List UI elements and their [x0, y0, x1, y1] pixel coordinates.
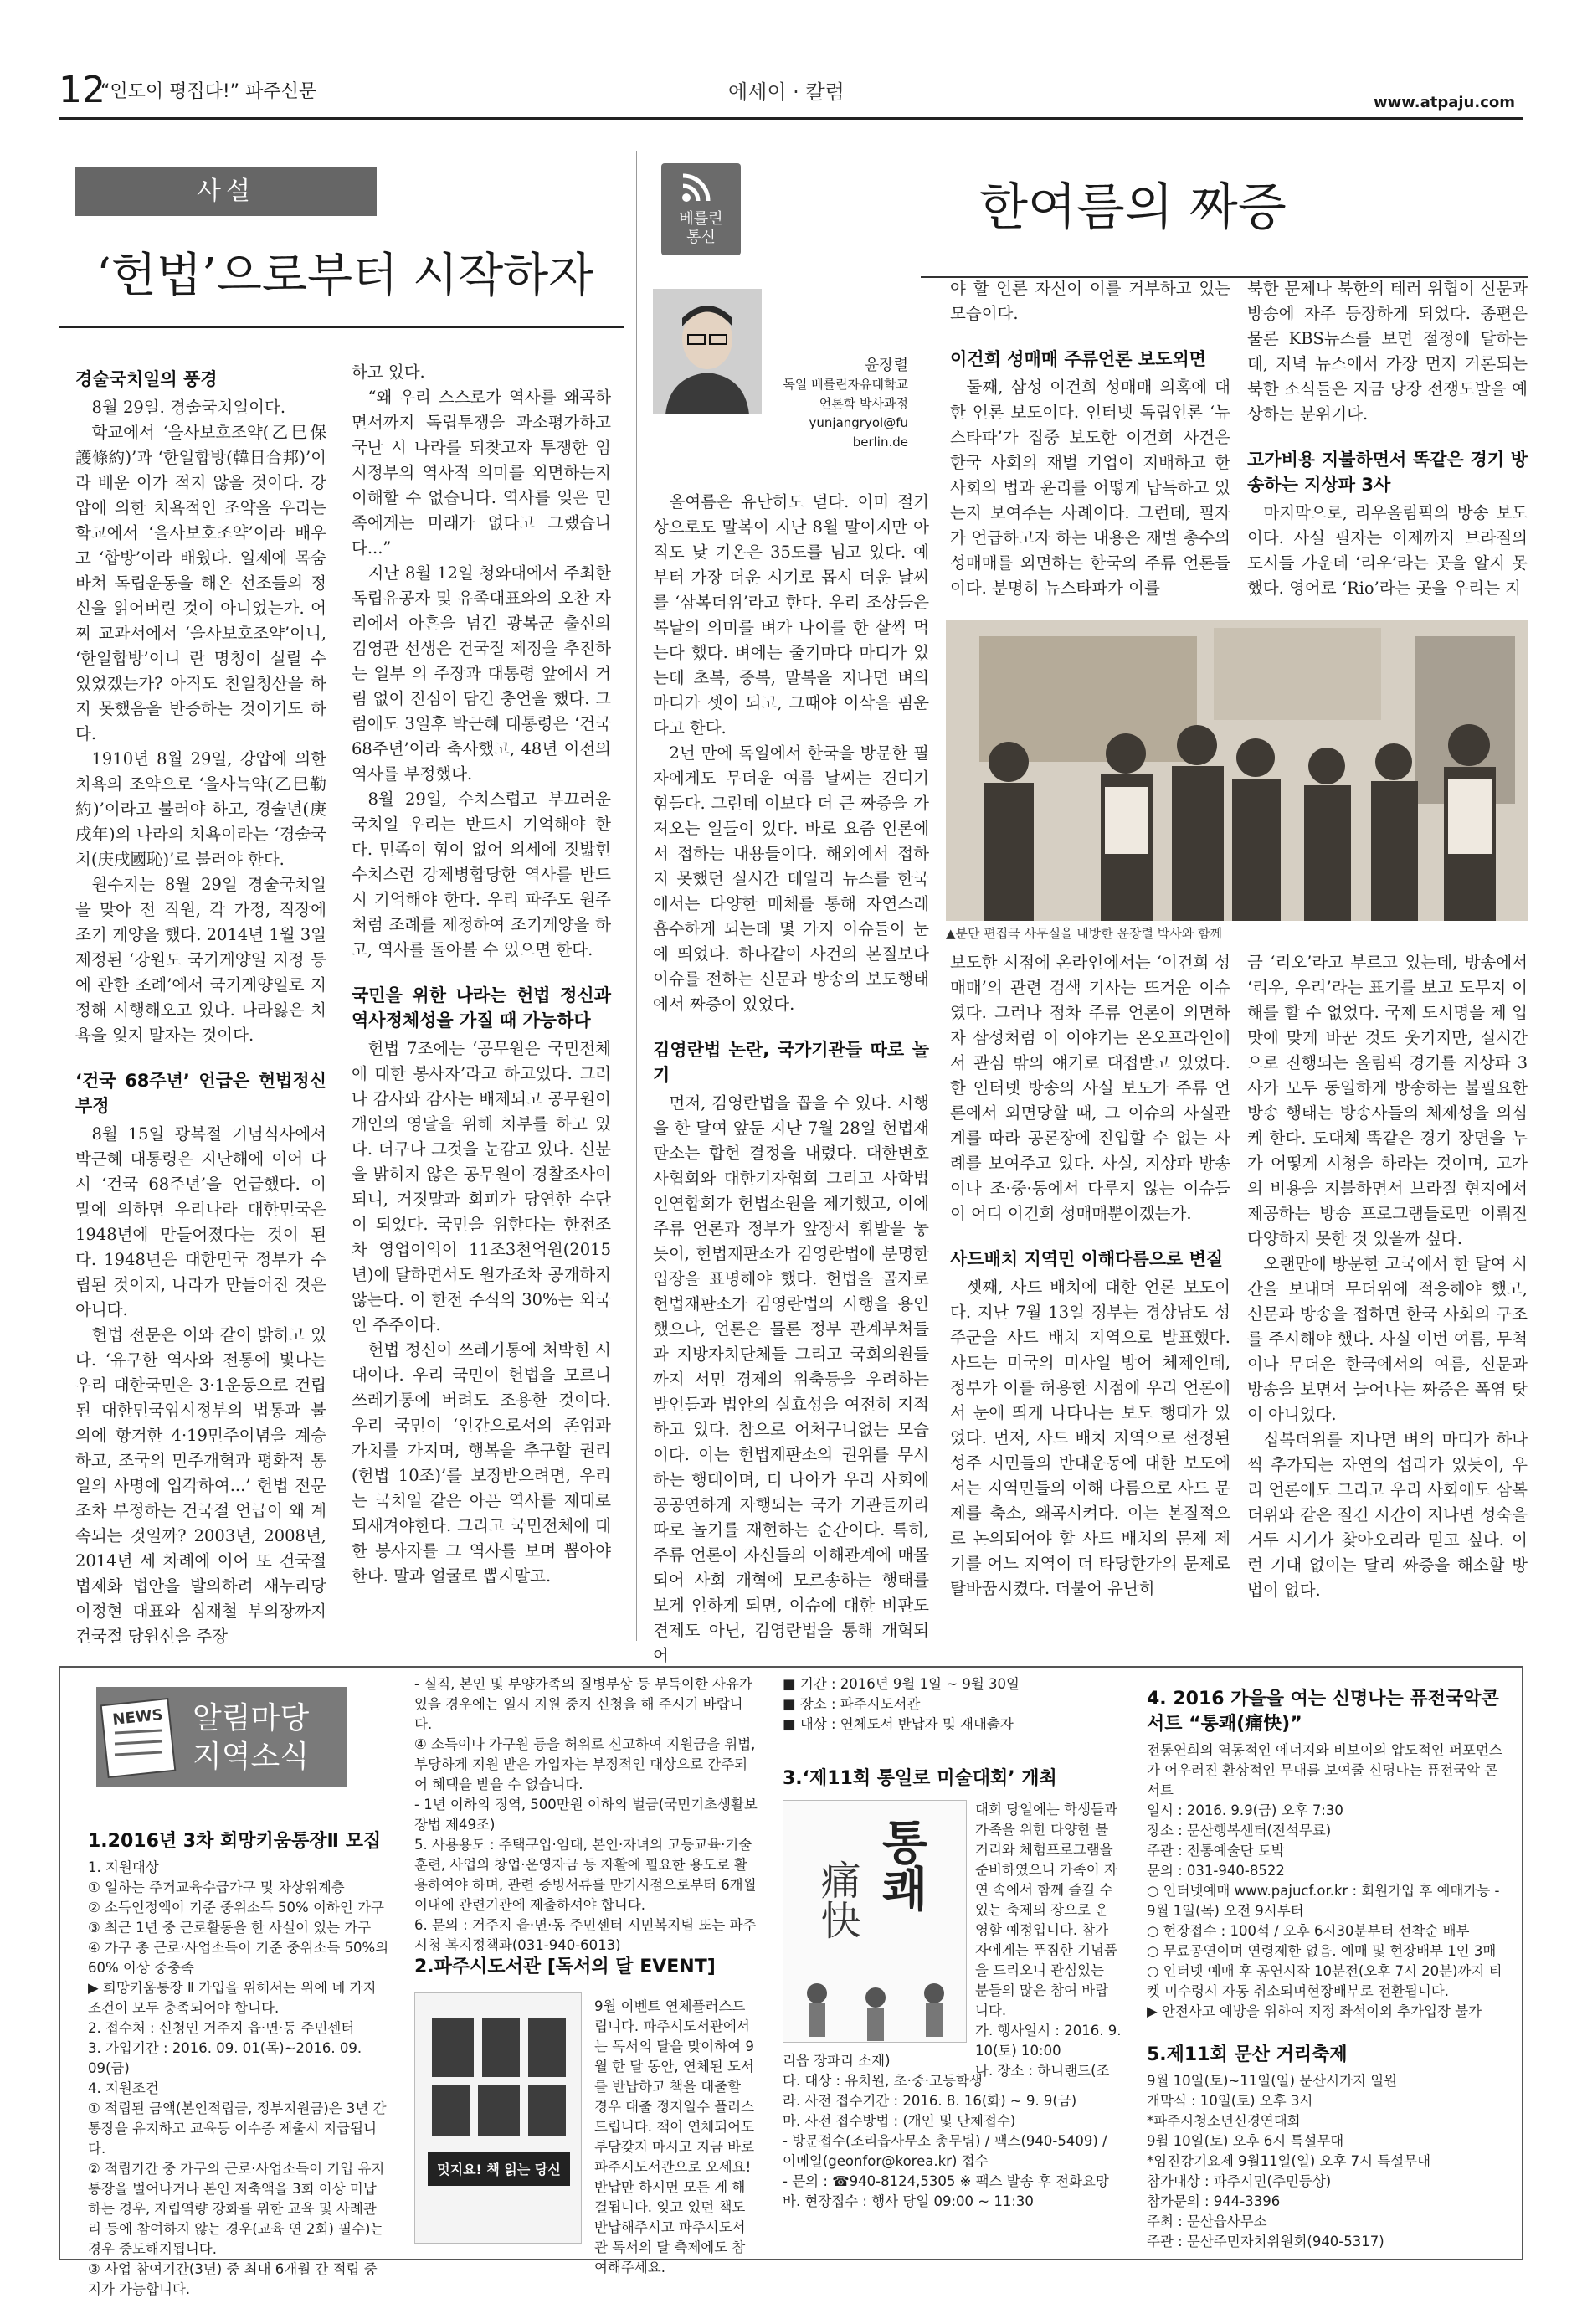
notice-line: ② 적립기간 중 가구의 근로·사업소득이 기입 유지 통장을 벌어나거나 본인 저축액을 3회 이상 미납하는 경우, 자립역량 강화를 위한 교육 및 사례관리 등에 참여하지 않는 경우(교육 연 2회) 필수)는 경우 중도해지됩니다.	[88, 2161, 385, 2257]
notice-line: - 1년 이하의 징역, 500만원 이하의 벌금(국민기초생활보장법 제49조)	[414, 1797, 758, 1833]
article-paragraph: 2년 만에 독일에서 한국을 방문한 필자에게도 무더운 여름 날씨는 견디기 힘들다. 그런데 이보다 더 큰 짜증을 가져오는 일들이 있다. 바로 요즘 언론에서 접하는 내용들이다. 해외에서 접하지 못했던 실시간 데일리 뉴스를 한국에서는 다양한 매체를 통해 자연스레 흡수하게 되는데 몇 가지 이슈들이 눈에 띄었다. 하나같이 사건의 본질보다 이슈를 전하는 신문과 방송의 보도행태에서 짜증이 있었다.	[653, 743, 929, 1014]
section-title: 에세이 · 칼럼	[728, 80, 845, 104]
notice-line: 주최 : 문산읍사무소	[1147, 2213, 1267, 2229]
notice-line: - 방문접수(조리읍사무소 총무팀) / 팩스(940-5409) / 이메일(geonfor@korea.kr) 접수	[783, 2133, 1107, 2169]
notice-line: 6. 문의 : 거주지 읍·면·동 주민센터 시민복지팀 또는 파주시청 복지정책과(031-940-6013)	[414, 1917, 757, 1953]
notice-item-2-body	[594, 1997, 758, 2278]
notice-line: 문의 : 031-940-8522	[1147, 1863, 1285, 1879]
notice-line: *파주시청소년신경연대회	[1147, 2113, 1301, 2129]
notice-item-2-details	[783, 1674, 1117, 1735]
notice-line: 주관 : 전통예술단 토박	[1147, 1843, 1285, 1859]
author-byline	[774, 356, 908, 452]
notice-line: ① 적립된 금액(본인적립금, 정부지원금)은 3년 간 통장을 유지하고 교육등 이수증 제출시 지급됩니다.	[88, 2100, 387, 2157]
berlin-badge-line2: 통신	[686, 229, 716, 246]
notice-line: 대회 당일에는 학생들과 가족을 위한 다양한 불거리와 체험프로그램을 준비하였으니 가족이 자연 속에서 함께 즐길 수 있는 축제의 장으로 운영할 예정입니다. 참가자에게는 푸짐한 기념품을 드리오니 관심있는 분들의 많은 참여 바랍니다.	[975, 1802, 1117, 2018]
berlin-column-a	[653, 490, 929, 1668]
library-poster	[414, 1992, 582, 2244]
notice-item-3-title: 3.‘제11회 통일로 미술대회’ 개최	[783, 1768, 1057, 1789]
editorial-column-1	[75, 360, 326, 1649]
author-email[interactable]: yunjangryol@fu berlin.de	[809, 415, 908, 450]
notice-line: ▶ 희망키움통장 Ⅱ 가입을 위해서는 위에 네 가지 조건이 모두 충족되어야 합니다.	[88, 1980, 377, 2016]
notice-item-4	[1147, 1687, 1507, 2022]
article-paragraph: 십복더위를 지나면 벼의 마디가 하나 씩 추가되는 자연의 섭리가 있듯이, 우리 언론에도 그리고 우리 사회에도 삼복더위와 같은 질긴 시간이 지나면 성숙을 거두 시기가 찾아오리라 믿고 싶다. 이런 기대 없이는 달리 짜증을 해소할 방법이 없다.	[1247, 1430, 1528, 1600]
notice-line: ▶ 안전사고 예방을 위하여 지정 좌석이외 추가입장 불가	[1147, 2003, 1482, 2019]
article-subhead: 사드배치 지역민 이해다름으로 변질	[950, 1249, 1224, 1269]
notice-line: 가. 행사일시 : 2016. 9. 10(토) 10:00	[975, 2023, 1122, 2059]
editorial-title: ‘헌법’으로부터 시작하자	[96, 249, 594, 303]
notice-title-line1: 알림마당	[193, 1701, 310, 1735]
paragraph-gap	[950, 1226, 1230, 1240]
paragraph-gap	[653, 1017, 929, 1031]
article-paragraph: 지난 8월 12일 청와대에서 주최한 독립유공자 및 유족대표와의 오찬 자리에서 아흔을 넘긴 광복군 출신의 김영관 선생은 건국절 제정을 추진하는 일부 의 주장과 대통령 앞에서 거림 없이 진심이 담긴 충언을 했다. 그럼에도 3일후 박근혜 대통령은 ‘건국 68주년’이라 축사했고, 48년 이전의 역사를 부정했다.	[352, 563, 611, 784]
article-subhead: 경술국치일의 풍경	[75, 369, 218, 389]
notice-line: 9월 10일(토)~11일(일) 문산시가지 일원	[1147, 2073, 1398, 2089]
notice-line: 5. 사용용도 : 주택구입·임대, 본인·자녀의 고등교육·기술훈련, 사업의 창업·운영자금 등 자활에 필요한 용도로 활용하여야 하며, 관련 증빙서류를 만기시점으로부터 6개월 이내에 관련기관에 제출하셔야 합니다.	[414, 1837, 757, 1913]
author-photo	[653, 289, 762, 414]
article-paragraph: 셋째, 사드 배치에 대한 언론 보도이다. 지난 7월 13일 정부는 경상남도 성주군을 사드 배치 지역으로 발표했다. 사드는 미국의 미사일 방어 체제인데, 정부가 이를 허용한 시점에 우리 언론에서 눈에 띄게 나타나는 보도 행태가 있었다. 먼저, 사드 배치 지역으로 선정된 성주 시민들의 반대운동에 대한 보도에서는 지역민들의 이해 다름으로 사드 문제를 축소, 왜곡시켜다. 이는 본질적으로 논의되어야 할 사드 배치의 문제 제기를 어느 지역이 더 타당한가의 문제로 탈바꿈시켰다. 더불어 유난히	[950, 1278, 1230, 1598]
berlin-column-c-bottom	[1247, 950, 1528, 1603]
notice-line: ■ 기간 : 2016년 9월 1일 ~ 9월 30일	[783, 1676, 1020, 1692]
newspaper-slogan: “인도이 평집다!” 파주신문	[100, 81, 317, 102]
notice-item-2-title: 2.파주시도서관 [독서의 달 EVENT]	[414, 1956, 716, 1977]
notice-item-3-body	[975, 1800, 1122, 2081]
art-contest-poster-title: 통쾌	[874, 1818, 928, 1911]
notice-line: 나. 장소 : 하니랜드(조	[975, 2063, 1110, 2079]
article-paragraph: “왜 우리 스스로가 역사를 왜곡하면서까지 독립투쟁을 과소평가하고 국난 시 나라를 되찾고자 투쟁한 임시정부의 역사적 의미를 외면하는지 이해할 수 없습니다. 역사를 잊은 민족에게는 미래가 없다고 그랬습니다...”	[352, 388, 611, 558]
article-paragraph: 오랜만에 방문한 고국에서 한 달여 시간을 보내며 무더위에 적응해야 했고, 신문과 방송을 접하면 한국 사회의 구조를 주시해야 했다. 사실 이번 여름, 무척이나 무더운 한국에서의 여름, 신문과 방송을 보면서 늘어나는 짜증은 폭염 탓이 아니었다.	[1247, 1254, 1528, 1424]
notice-line: ○ 인터넷 예매 후 공연시작 10분전(오후 7시 20분)까지 티켓 미수령시 자동 취소되며현장배부로 전환됩니다.	[1147, 1963, 1502, 1999]
notice-item-4-body	[1147, 1740, 1507, 2022]
paragraph-gap	[75, 1048, 326, 1062]
editorial-rule	[59, 326, 624, 328]
photo-caption: ▲분단 편집국 사무실을 내방한 윤장렬 박사와 함께	[946, 926, 1222, 941]
paragraph-gap	[352, 963, 611, 976]
notice-item-2	[414, 1955, 758, 1983]
notice-item-1-title: 1.2016년 3차 희망키움통장Ⅱ 모집	[88, 1831, 382, 1852]
svg-text:NEWS: NEWS	[111, 1705, 164, 1730]
notice-line: - 문의 : ☎940-8124,5305 ※ 팩스 발송 후 전화요망	[783, 2173, 1109, 2189]
notice-line: ② 소득인정액이 기준 중위소득 50% 이하인 가구	[88, 1900, 384, 1915]
paragraph-gap	[1247, 427, 1528, 440]
article-paragraph: 북한 문제나 북한의 테러 위협이 신문과 방송에 자주 등장하게 되었다. 종편은 물론 KBS뉴스를 보면 절정에 달하는데, 저녁 뉴스에서 가장 먼저 거론되는 북한 소식들은 지금 당장 전쟁도발을 예상하는 분위기다.	[1247, 279, 1528, 424]
article-paragraph: 8월 29일, 수치스럽고 부끄러운 국치일 우리는 반드시 기억해야 한다. 민족이 힘이 없어 외세에 짓밟힌 수치스런 강제병합당한 역사를 반드시 기억해야 한다. 우리 파주도 원주처럼 조례를 제정하여 조기게양을 하고, 역사를 돌아볼 수 있으면 한다.	[352, 789, 611, 959]
editorial-column-2	[352, 360, 611, 1589]
notice-item-4-title: 4. 2016 가을을 여는 신명나는 퓨전국악콘서트 “통쾌(痛快)”	[1147, 1689, 1499, 1735]
article-paragraph: 마지막으로, 리우올림픽의 방송 보도이다. 사실 필자는 이제까지 브라질의 도시들 가운데 ‘리우’라는 곳을 알지 못했다. 영어로 ‘Rio’라는 곳을 우리는 지	[1247, 503, 1528, 598]
group-photo	[946, 620, 1528, 921]
author-name: 윤장렬	[864, 357, 908, 374]
notice-item-5	[1147, 2043, 1507, 2252]
berlin-title: 한여름의 짜증	[979, 178, 1287, 237]
article-paragraph: 8월 29일. 경술국치일이다.	[91, 398, 286, 417]
article-paragraph: 원수지는 8월 29일 경술국치일을 맞아 전 직원, 각 가정, 직장에 조기 게양을 했다. 2014년 1월 3일 제정된 ‘강원도 국기게양일 지정 등에 관한 조례’에서 국기게양일로 지정해 시행해오고 있다. 나라잃은 치욕을 잊지 말자는 것이다.	[75, 875, 327, 1045]
notice-line: ■ 대상 : 연체도서 반납자 및 재대출자	[783, 1716, 1014, 1732]
notice-line: ④ 가구 총 근로·사업소득이 기준 중위소득 50%의 60% 이상 중충족	[88, 1940, 389, 1976]
art-contest-poster	[783, 1800, 967, 2043]
berlin-column-c-top	[1247, 276, 1528, 601]
notice-line: ③ 최근 1년 중 근로활동을 한 사실이 있는 가구	[88, 1920, 372, 1936]
article-subhead: 이건희 성매매 주류언론 보도외면	[950, 349, 1206, 369]
notice-line: 일시 : 2016. 9.9(금) 오후 7:30	[1147, 1802, 1343, 1818]
notice-line: - 실직, 본인 및 부양가족의 질병부상 등 부득이한 사유가 있을 경우에는 일시 지원 중지 신청을 해 주시기 바랍니다.	[414, 1676, 752, 1732]
editorial-tag: 사설	[75, 167, 377, 216]
article-paragraph: 먼저, 김영란법을 꼽을 수 있다. 시행을 한 달여 앞둔 지난 7월 28일 헌법재판소는 합헌 결정을 내렸다. 대한변호사협회와 대한기자협회 그리고 사학법인연합회가 헌법소원을 제기했고, 이에 주류 언론과 정부가 앞장서 휘발을 놓듯이, 헌법재판소가 김영란법에 분명한 입장을 표명해야 했다. 헌법을 골자로 헌법재판소가 김영란법의 시행을 용인했으나, 언론은 물론 정부 관계부처들과 지방자치단체들 그리고 국회의원들까지 서민 경제의 위축등을 우려하는 발언들과 법안의 실효성을 여전히 지적하고 있다. 참으로 어처구니없는 모습이다. 이는 헌법재판소의 권위를 무시하는 행태이며, 더 나아가 우리 사회에 공공연하게 자행되는 국가 기관들끼리 따로 놀기를 재현하는 순간이다. 특히, 주류 언론이 자신들의 이해관계에 매몰되어 사회 개혁에 모르송하는 행태를 보게 인하게 되면, 이슈에 대한 비판도 견제도 아닌, 김영란법을 통해 개혁되어	[653, 1093, 929, 1665]
notice-item-1-body	[88, 1858, 389, 2300]
article-subhead: 국민을 위한 나라는 헌법 정신과 역사정체성을 가질 때 가능하다	[352, 985, 611, 1031]
notice-line: 9월 이벤트 연체플러스드립니다. 파주시도서관에서는 독서의 달을 맞이하여 9월 한 달 동안, 연체된 도서를 반납하고 책을 대출할 경우 대출 정지일수 플러스드립니다. 책이 연체되어도 부담갖지 마시고 지금 바로 파주시도서관으로 오세요! 반납만 하시면 모든 게 해결됩니다. 잊고 있던 책도 반납해주시고 파주시도서관 독서의 달 축제에도 참여해주세요.	[594, 1998, 755, 2275]
notice-line: 개막식 : 10일(토) 오후 3시	[1147, 2093, 1313, 2109]
notice-title	[193, 1699, 309, 1776]
notice-line: ① 일하는 주거교육수급가구 및 차상위계층	[88, 1879, 345, 1895]
author-degree: 언론학 박사과정	[819, 396, 908, 411]
notice-line: ○ 현장접수 : 100석 / 오후 6시30분부터 선착순 배부	[1147, 1923, 1470, 1939]
article-paragraph: 헌법 전문은 이와 같이 밝히고 있다. ‘유구한 역사와 전통에 빛나는 우리 대한국민은 3·1운동으로 건립된 대한민국임시정부의 법통과 불의에 항거한 4·19민주이념을 계승하고, 조국의 민주개혁과 평화적 통일의 사명에 입각하여...’ 헌법 전문조차 부정하는 건국절 언급이 왜 계속되는 것일까? 2003년, 2008년, 2014년 세 차례에 이어 또 건국절 법제화 법안을 발의하려 새누리당 이정현 대표와 심재철 부의장까지 건국절 당원신을 주장	[75, 1325, 326, 1646]
article-paragraph: 둘째, 삼성 이건희 성매매 의혹에 대한 언론 보도이다. 인터넷 독립언론 ‘뉴스타파’가 집중 보도한 이건희 사건은 한국 사회의 재벌 기업이 지배하고 한 사회의 법과 윤리를 어떻게 납득하고 있는지 보여주는 사례이다. 그런데, 필자가 언급하고자 하는 내용은 재벌 총수의 성매매를 외면하는 한국의 주류 언론들이다. 분명히 뉴스타파가 이를	[950, 378, 1230, 598]
notice-line: 참가문의 : 944-3396	[1147, 2193, 1281, 2209]
notice-title-line2: 지역소식	[193, 1740, 310, 1774]
article-paragraph: 학교에서 ‘을사보호조약(乙巳保護條約)’과 ‘한일합방(韓日合邦)’이라 배운 이가 적지 않을 것이다. 강압에 의한 치욕적인 조약을 우리는 학교에서 ‘을사보호조약’이라 배우고 ‘합방’이라 배웠다. 일제에 목숨 바쳐 독립운동을 해온 선조들의 정신을 읽어버린 것이 아니었는가. 어찌 교과서에서 ‘을사보호조약’이니, ‘한일합방’이니 란 명칭이 실릴 수 있었겠는가? 아직도 친일청산을 하지 못했음을 반증하는 것이기도 하다.	[75, 423, 326, 743]
notice-line: 9월 10일(토) 오후 6시 특설무대	[1147, 2133, 1344, 2149]
author-affiliation: 독일 베를린자유대학교	[783, 377, 908, 392]
notice-line: ■ 장소 : 파주시도서관	[783, 1696, 921, 1712]
berlin-column-b-bottom	[950, 950, 1230, 1602]
notice-line: ③ 사업 참여기간(3년) 중 최대 6개월 간 적립 중지가 가능합니다.	[88, 2261, 378, 2297]
notice-line: 1. 지원대상	[88, 1859, 159, 1875]
paragraph-gap	[950, 326, 1230, 340]
notice-line: 다. 대상 : 유치원, 초·중·고등학생	[783, 2073, 983, 2089]
notice-item-3	[783, 1766, 1117, 1795]
rss-icon	[676, 171, 718, 208]
notice-line: 리읍 장파리 소재)	[783, 2053, 891, 2069]
notice-line: 라. 사전 접수기간 : 2016. 8. 16(화) ~ 9. 9(금)	[783, 2093, 1077, 2109]
notice-line: ④ 소득이나 가구원 등을 허위로 신고하여 지원금을 위법, 부당하게 지원 받은 가입자는 부정적인 대상으로 간주되어 혜택을 받을 수 없습니다.	[414, 1736, 756, 1792]
notice-line: 장소 : 문산행복센터(전석무료)	[1147, 1823, 1332, 1838]
article-paragraph: 야 할 언론 자신이 이를 거부하고 있는 모습이다.	[950, 279, 1230, 323]
article-paragraph: 헌법 7조에는 ‘공무원은 국민전체에 대한 봉사자’라고 하고있다. 그러나 감사와 감사는 배제되고 공무원이 개인의 영달을 위해 치부를 하고 있다. 더구나 그것을 눈감고 있다. 신분을 밝히지 않은 공무원이 경찰조사이 되니, 거짓말과 회피가 당연한 수단이 되었다. 국민을 위한다는 한전조차 영업이익이 11조3천억원(2015년)에 달하면서도 원가조차 공개하지 않는다. 이 한전 주식의 30%는 외국인 주주이다.	[352, 1039, 611, 1334]
notice-line: 참가대상 : 파주시민(주민등상)	[1147, 2173, 1332, 2189]
berlin-badge-line1: 베를린	[679, 210, 723, 228]
article-paragraph: 헌법 정신이 쓰레기통에 처박힌 시대이다. 우리 국민이 헌법을 모르니 쓰레기통에 버려도 조용한 것이다. 우리 국민이 ‘인간으로서의 존엄과 가치를 가지며, 행복을 추구할 권리(헌법 10조)’를 보장받으려면, 우리는 국치일 같은 아픈 역사를 제대로 되새겨야한다. 그리고 국민전체에 대한 봉사자를 그 역사를 보며 뽑아야 한다. 말과 얼굴로 뽑지말고.	[352, 1340, 611, 1586]
notice-line: 마. 사전 접수방법 : (개인 및 단체접수)	[783, 2113, 1016, 2129]
article-paragraph: 올여름은 유난히도 덛다. 이미 절기상으로도 말복이 지난 8월 말이지만 아직도 낮 기온은 35도를 넘고 있다. 예부터 가장 더운 시기로 몹시 더운 날씨를 ‘삼복더위’라고 한다. 우리 조상들은 복날의 의미를 벼가 나이를 한 살씩 먹는다 했다. 벼에는 줄기마다 마디가 있는데 초복, 중복, 말복을 지나면 벼의 마디가 셋이 되고, 그때야 이삭을 핌운다고 한다.	[653, 492, 929, 738]
page-number: 12	[59, 69, 105, 111]
notice-line: 3. 가입기간 : 2016. 09. 01(목)~2016. 09. 09(금)	[88, 2040, 362, 2076]
notice-item-3-details	[783, 2051, 1122, 2212]
notice-line: 4. 지원조건	[88, 2080, 159, 2096]
notice-item-5-body	[1147, 2071, 1507, 2252]
article-paragraph: 금 ‘리오’라고 부르고 있는데, 방송에서 ‘리우, 우리’라는 표기를 보고 도무지 이해를 할 수 없었다. 국제 도시명을 제 입맛에 맞게 바꾼 것도 웃기지만, 실시간으로 진행되는 올림픽 경기를 지상파 3사가 모두 동일하게 방송하는 불필요한 방송 행태는 방송사들의 체제성을 의심케 한다. 도대체 똑같은 경기 장면을 누가 어떻게 시청을 하라는 것이며, 고가의 비용을 지불하면서 브라질 현지에서 제공하는 방송 프로그램들로만 이뤄진 다양하지 못한 것 있을까 싶다.	[1247, 953, 1528, 1248]
art-contest-poster-figures	[783, 1968, 967, 2043]
article-paragraph: 보도한 시점에 온라인에서는 ‘이건희 성매매’의 관련 검색 기사는 뜨거운 이슈였다. 그러나 점차 주류 언론이 외면하자 삼성처럼 이 이야기는 온오프라인에서 관심 밖의 얘기로 대접받고 있었다. 한 인터넷 방송의 사실 보도가 주류 언론에서 외면당할 때, 그 이슈의 사실관계를 따라 공론장에 진입할 수 없는 사례를 보여주고 있다. 사실, 지상파 방송이나 조·중·동에서 다루지 않는 이슈들이 어디 이건희 성매매뿐이겠는가.	[950, 953, 1230, 1223]
berlin-column-b-top	[950, 276, 1230, 601]
notice-line: *임진강기요제 9월11일(일) 오후 7시 특설무대	[1147, 2153, 1431, 2169]
notice-item-5-title: 5.제11회 문산 거리축제	[1147, 2044, 1348, 2065]
notice-item-1	[88, 1829, 389, 2300]
notice-line: 전통연희의 역동적인 에너지와 비보이의 압도적인 퍼포먼스가 어우러진 환상적인 무대를 보여줄 신명나는 퓨전국악 콘서트	[1147, 1742, 1502, 1798]
header-rule	[59, 117, 1523, 120]
notice-line: 주관 : 문산주민자치위원회(940-5317)	[1147, 2234, 1384, 2249]
library-poster-text: 멋지요! 책 읽는 당신	[437, 2162, 561, 2177]
article-subhead: 고가비용 지불하면서 똑같은 경기 방송하는 지상파 3사	[1247, 450, 1528, 495]
article-subhead: ‘건국 68주년’ 언급은 헌법정신 부정	[75, 1071, 326, 1116]
notice-item-1-continued	[414, 1674, 758, 1956]
notice-line: ○ 무료공연이며 연령제한 없음. 예매 및 현장배부 1인 3매	[1147, 1943, 1497, 1959]
article-paragraph: 1910년 8월 29일, 강압에 의한 치욕의 조약으로 ‘을사늑약(乙巳勒約)’이라고 불러야 하고, 경술년(庚戌年)의 나라의 치욕이라는 ‘경술국치(庚戌國恥)’로 불러야 한다.	[75, 749, 326, 869]
library-poster-art	[415, 1993, 582, 2244]
notice-line: 바. 현장접수 : 행사 당일 09:00 ~ 11:30	[783, 2193, 1034, 2209]
article-subhead: 김영란법 논란, 국가기관들 따로 놀기	[653, 1040, 929, 1085]
notice-line: ○ 인터넷예매 www.pajucf.or.kr : 회원가입 후 예매가능 - 9월 1일(목) 오전 9시부터	[1147, 1883, 1500, 1919]
article-paragraph: 하고 있다.	[352, 362, 425, 382]
art-contest-poster-hanja: 痛快	[814, 1859, 860, 1940]
column-divider	[636, 151, 637, 1641]
notice-item-1-continued-body	[414, 1674, 758, 1956]
site-url[interactable]: www.atpaju.com	[1374, 94, 1515, 111]
notice-line: 2. 접수처 : 신청인 거주지 읍·면·동 주민센터	[88, 2020, 355, 2036]
article-paragraph: 8월 15일 광복절 기념식사에서 박근혜 대통령은 지난해에 이어 다시 ‘건국 68주년’을 언급했다. 이 말에 의하면 우리나라 대한민국은 1948년에 만들어졌다는 것이 된다. 1948년은 대한민국 정부가 수립된 것이지, 나라가 만들어진 것은 아니다.	[75, 1124, 326, 1319]
